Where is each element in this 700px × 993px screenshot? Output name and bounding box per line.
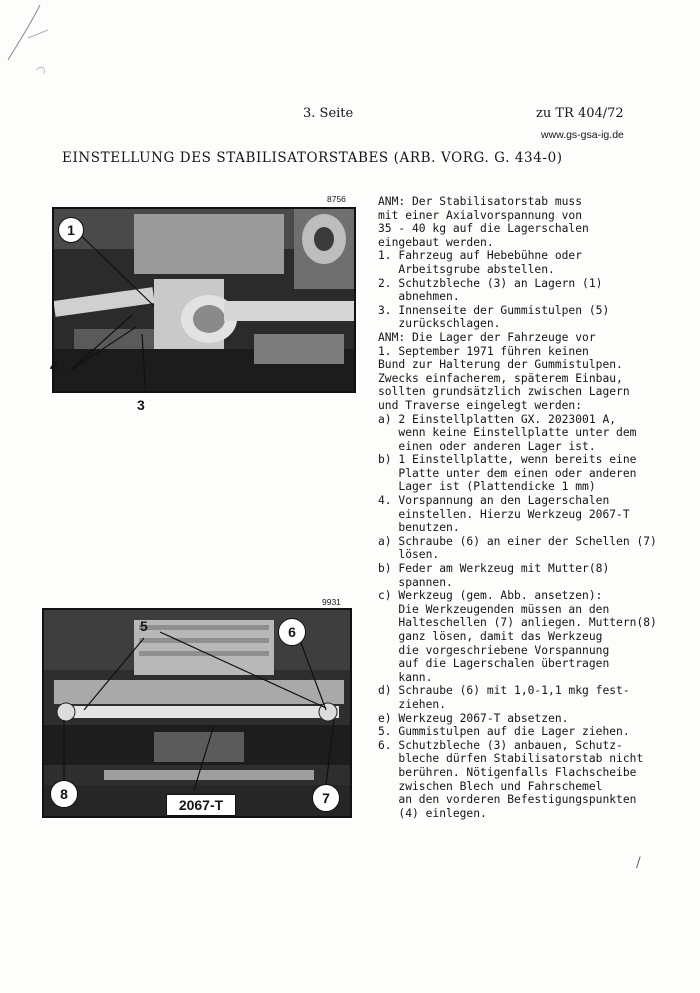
text-line: ganz lösen, damit das Werkzeug xyxy=(378,630,603,643)
text-line: b) 1 Einstellplatte, wenn bereits eine xyxy=(378,453,637,467)
text-line: d) Schraube (6) mit 1,0-1,1 mkg fest- xyxy=(378,684,630,698)
text-line: (4) einlegen. xyxy=(378,806,487,820)
text-line: einen oder anderen Lager ist. xyxy=(378,439,596,453)
text-line: kann. xyxy=(378,670,433,684)
pen-mark: / xyxy=(636,855,641,871)
text-line: Die Werkzeugenden müssen an den xyxy=(378,602,610,616)
tool-label-2067-t: 2067-T xyxy=(166,794,236,816)
margin-pen-marks xyxy=(0,0,60,90)
text-line: benutzen. xyxy=(378,521,460,535)
text-line: spannen. xyxy=(378,575,453,589)
figure2-photo xyxy=(42,608,352,818)
text-line: auf die Lagerschalen übertragen xyxy=(378,657,610,671)
text-line: 35 - 40 kg auf die Lagerschalen xyxy=(378,222,589,236)
instruction-text xyxy=(378,195,678,820)
text-line: 1. September 1971 führen keinen xyxy=(378,344,589,358)
text-line: Lager ist (Plattendicke 1 mm) xyxy=(378,480,596,494)
figure2-drawing xyxy=(44,610,350,816)
callout-7: 7 xyxy=(312,784,340,812)
callout-8: 8 xyxy=(50,780,78,808)
text-line: Zwecks einfacherem, späterem Einbau, xyxy=(378,371,623,385)
text-line: zwischen Blech und Fahrschemel xyxy=(378,779,603,793)
text-line: e) Werkzeug 2067-T absetzen. xyxy=(378,711,569,725)
text-line: 1. Fahrzeug auf Hebebühne oder xyxy=(378,249,583,263)
text-line: Platte unter dem einen oder anderen xyxy=(378,466,637,480)
text-line: sollten grundsätzlich zwischen Lagern xyxy=(378,385,630,399)
document-reference: zu TR 404/72 xyxy=(536,106,624,121)
figure1-drawing xyxy=(54,209,354,391)
callout-1: 1 xyxy=(58,217,84,243)
text-line: b) Feder am Werkzeug mit Mutter(8) xyxy=(378,562,610,576)
figure2-number: 9931 xyxy=(322,597,341,607)
text-line: 5. Gummistulpen auf die Lager ziehen. xyxy=(378,725,630,739)
text-line: Halteschellen (7) anliegen. Muttern(8) xyxy=(378,616,657,630)
text-line: a) Schraube (6) an einer der Schellen (7) xyxy=(378,534,657,548)
text-line: zurückschlagen. xyxy=(378,317,501,331)
text-line: die vorgeschriebene Vorspannung xyxy=(378,643,610,657)
text-line: bleche dürfen Stabilisatorstab nicht xyxy=(378,752,644,766)
text-line: lösen. xyxy=(378,548,440,562)
text-line: c) Werkzeug (gem. Abb. ansetzen): xyxy=(378,589,603,603)
figure1-number: 8756 xyxy=(327,194,346,204)
website-url: www.gs-gsa-ig.de xyxy=(541,129,624,141)
text-line: abnehmen. xyxy=(378,290,460,304)
text-line: ANM: Der Stabilisatorstab muss xyxy=(378,195,583,208)
text-line: berühren. Nötigenfalls Flachscheibe xyxy=(378,765,637,779)
text-line: 3. Innenseite der Gummistulpen (5) xyxy=(378,303,610,317)
callout-5: 5 xyxy=(140,618,148,634)
text-line: ANM: Die Lager der Fahrzeuge vor xyxy=(378,330,596,344)
text-line: wenn keine Einstellplatte unter dem xyxy=(378,426,637,440)
text-line: Bund zur Halterung der Gummistulpen. xyxy=(378,358,623,372)
text-line: eingebaut werden. xyxy=(378,235,494,249)
figure1-photo xyxy=(52,207,356,393)
text-line: ziehen. xyxy=(378,697,447,711)
page-number: 3. Seite xyxy=(303,106,354,121)
text-line: 6. Schutzbleche (3) anbauen, Schutz- xyxy=(378,738,623,752)
page-title: EINSTELLUNG DES STABILISATORSTABES (ARB. VORG. G. 434-0) xyxy=(62,150,563,166)
text-line: und Traverse eingelegt werden: xyxy=(378,398,583,412)
text-line: einstellen. Hierzu Werkzeug 2067-T xyxy=(378,507,630,521)
text-line: 2. Schutzbleche (3) an Lagern (1) xyxy=(378,276,603,290)
text-line: mit einer Axialvorspannung von xyxy=(378,208,583,222)
text-line: 4. Vorspannung an den Lagerschalen xyxy=(378,494,610,508)
text-line: Arbeitsgrube abstellen. xyxy=(378,262,555,276)
text-line: an den vorderen Befestigungspunkten xyxy=(378,793,637,807)
callout-4: 4 xyxy=(50,358,58,374)
callout-3: 3 xyxy=(137,397,145,413)
callout-6: 6 xyxy=(278,618,306,646)
text-line: a) 2 Einstellplatten GX. 2023001 A, xyxy=(378,412,617,426)
